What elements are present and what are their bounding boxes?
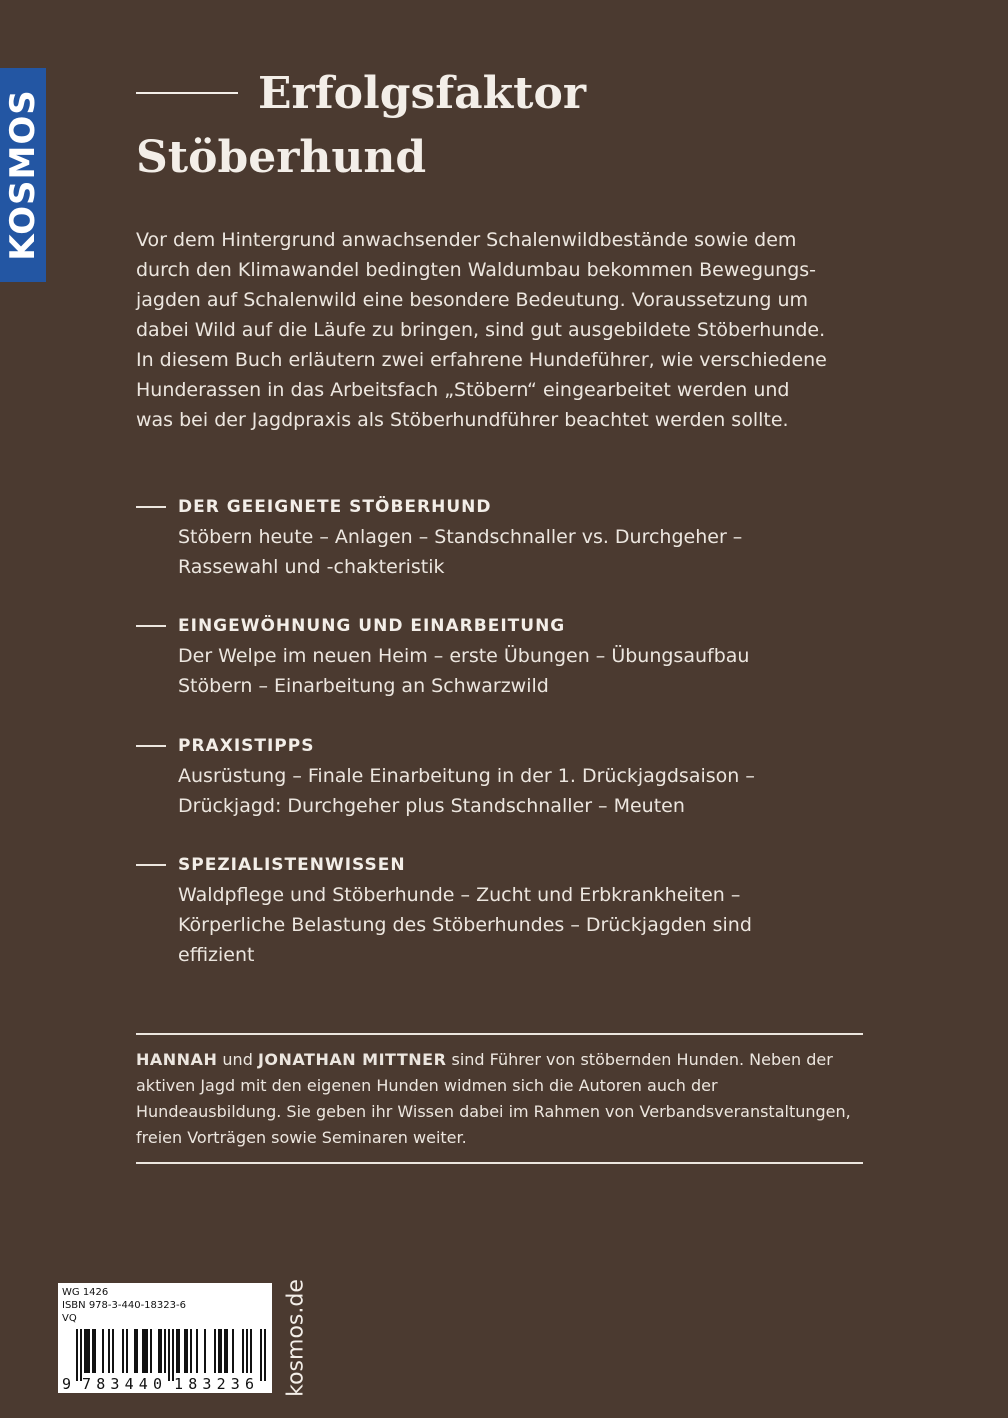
- barcode-bar: [220, 1329, 222, 1373]
- divider-bottom: [136, 1162, 863, 1164]
- intro-text: Vor dem Hintergrund anwachsender Schalenwildbestände sowie dem durch den Klimawandel bedingten Waldumbau bekommen Bewegungs- jagden auf Schalenwild eine besondere Bedeutung. Voraussetzung um dabei Wild auf die Läufe zu bringen, sind gut ausgebildete Stöberhunde. In diesem Buch erläutern zwei erfahrene Hundeführer, wie verschiedene Hunderassen in das Arbeitsfach „Stöbern“ eingearbeitet werden und was bei der Jagdpraxis als Stöberhundführer beachtet werden sollte.: [136, 229, 827, 431]
- barcode-bar: [176, 1329, 178, 1373]
- author-bio: [136, 1047, 866, 1151]
- barcode-bar: [178, 1329, 180, 1373]
- title-rule: [136, 92, 238, 94]
- title-line-2: Stöberhund: [136, 132, 427, 183]
- barcode-bar: [88, 1329, 90, 1373]
- vq-code: VQ: [62, 1313, 77, 1324]
- author-bio-text: sind Führer von stöbernden Hunden. Neben der aktiven Jagd mit den eigenen Hunden widmen sich die Autoren auch der Hundeausbildung. Sie geben ihr Wissen dabei im Rahmen von Verbandsveranstaltungen, freien Vorträgen sowie Seminaren weiter.: [136, 1050, 851, 1147]
- barcode-bar: [108, 1329, 110, 1373]
- barcode-bar: [142, 1329, 144, 1373]
- barcode-bar: [250, 1329, 252, 1373]
- section-text: Der Welpe im neuen Heim – erste Übungen – Übungsaufbau Stöbern – Einarbeitung an Schwarzwild: [178, 645, 750, 697]
- barcode-bar: [160, 1329, 162, 1373]
- author-and: und: [217, 1050, 258, 1069]
- section-text: Ausrüstung – Finale Einarbeitung in der 1. Drückjagdsaison – Drückjagd: Durchgeher plus Standschnaller – Meuten: [178, 765, 755, 817]
- barcode-bar: [190, 1329, 192, 1373]
- author-name-1: HANNAH: [136, 1050, 218, 1069]
- barcode-image: [58, 1283, 272, 1393]
- barcode-bar: [218, 1329, 220, 1373]
- barcode-bar: [80, 1329, 82, 1381]
- barcode-bar: [264, 1329, 266, 1381]
- website-url: kosmos.de: [283, 1279, 309, 1397]
- barcode-bar: [126, 1329, 128, 1373]
- section-dash: [136, 625, 166, 627]
- barcode-bar: [164, 1329, 166, 1373]
- barcode-bar: [246, 1329, 248, 1373]
- divider-top: [136, 1033, 863, 1035]
- barcode-bar: [172, 1329, 174, 1381]
- barcode-bar: [150, 1329, 152, 1373]
- section-text: Waldpflege und Stöberhunde – Zucht und Erbkrankheiten – Körperliche Belastung des Stöberhundes – Drückjagden sind effizient: [178, 884, 752, 966]
- barcode-bar: [84, 1329, 86, 1373]
- barcode-bar: [144, 1329, 146, 1373]
- barcode-bar: [122, 1329, 124, 1373]
- barcode-bar: [204, 1329, 206, 1373]
- section-heading: EINGEWÖHNUNG UND EINARBEITUNG: [178, 616, 566, 636]
- barcode-bar: [86, 1329, 88, 1373]
- kosmos-logo: [0, 68, 46, 282]
- title-line-1: Erfolgsfaktor: [258, 68, 587, 119]
- isbn-text: ISBN 978-3-440-18323-6: [62, 1300, 186, 1311]
- barcode-bar: [184, 1329, 186, 1373]
- barcode-bar: [94, 1329, 96, 1373]
- barcode-bar: [134, 1329, 136, 1373]
- barcode-bar: [92, 1329, 94, 1373]
- barcode-bar: [112, 1329, 114, 1373]
- warengruppe: WG 1426: [62, 1287, 109, 1298]
- barcode-bar: [226, 1329, 228, 1373]
- section-dash: [136, 506, 166, 508]
- barcode-bar: [260, 1329, 262, 1381]
- barcode-digits-left: 783440: [82, 1375, 162, 1393]
- section-dash: [136, 745, 166, 747]
- barcode-digit-first: 9: [62, 1375, 72, 1393]
- section-heading: DER GEEIGNETE STÖBERHUND: [178, 497, 492, 517]
- barcode-bar: [196, 1329, 198, 1373]
- section-dash: [136, 864, 166, 866]
- barcode-bar: [76, 1329, 78, 1381]
- section-text: Stöbern heute – Anlagen – Standschnaller vs. Durchgeher – Rassewahl und -chakteristik: [178, 526, 743, 578]
- barcode-digits-right: 183236: [174, 1375, 254, 1393]
- barcode-bar: [146, 1329, 148, 1373]
- barcode-label: [58, 1283, 272, 1393]
- brand-name: KOSMOS: [3, 89, 43, 261]
- barcode-bar: [158, 1329, 160, 1373]
- barcode-bar: [102, 1329, 104, 1373]
- barcode-bar: [242, 1329, 244, 1373]
- barcode-bar: [214, 1329, 216, 1373]
- section-heading: PRAXISTIPPS: [178, 736, 315, 756]
- barcode-bar: [224, 1329, 226, 1373]
- barcode-bar: [186, 1329, 188, 1373]
- author-name-2: JONATHAN MITTNER: [257, 1050, 447, 1069]
- barcode-bar: [136, 1329, 138, 1373]
- barcode-bar: [232, 1329, 234, 1373]
- book-title: [136, 62, 586, 190]
- barcode-bar: [168, 1329, 170, 1381]
- section-heading: SPEZIALISTENWISSEN: [178, 855, 406, 875]
